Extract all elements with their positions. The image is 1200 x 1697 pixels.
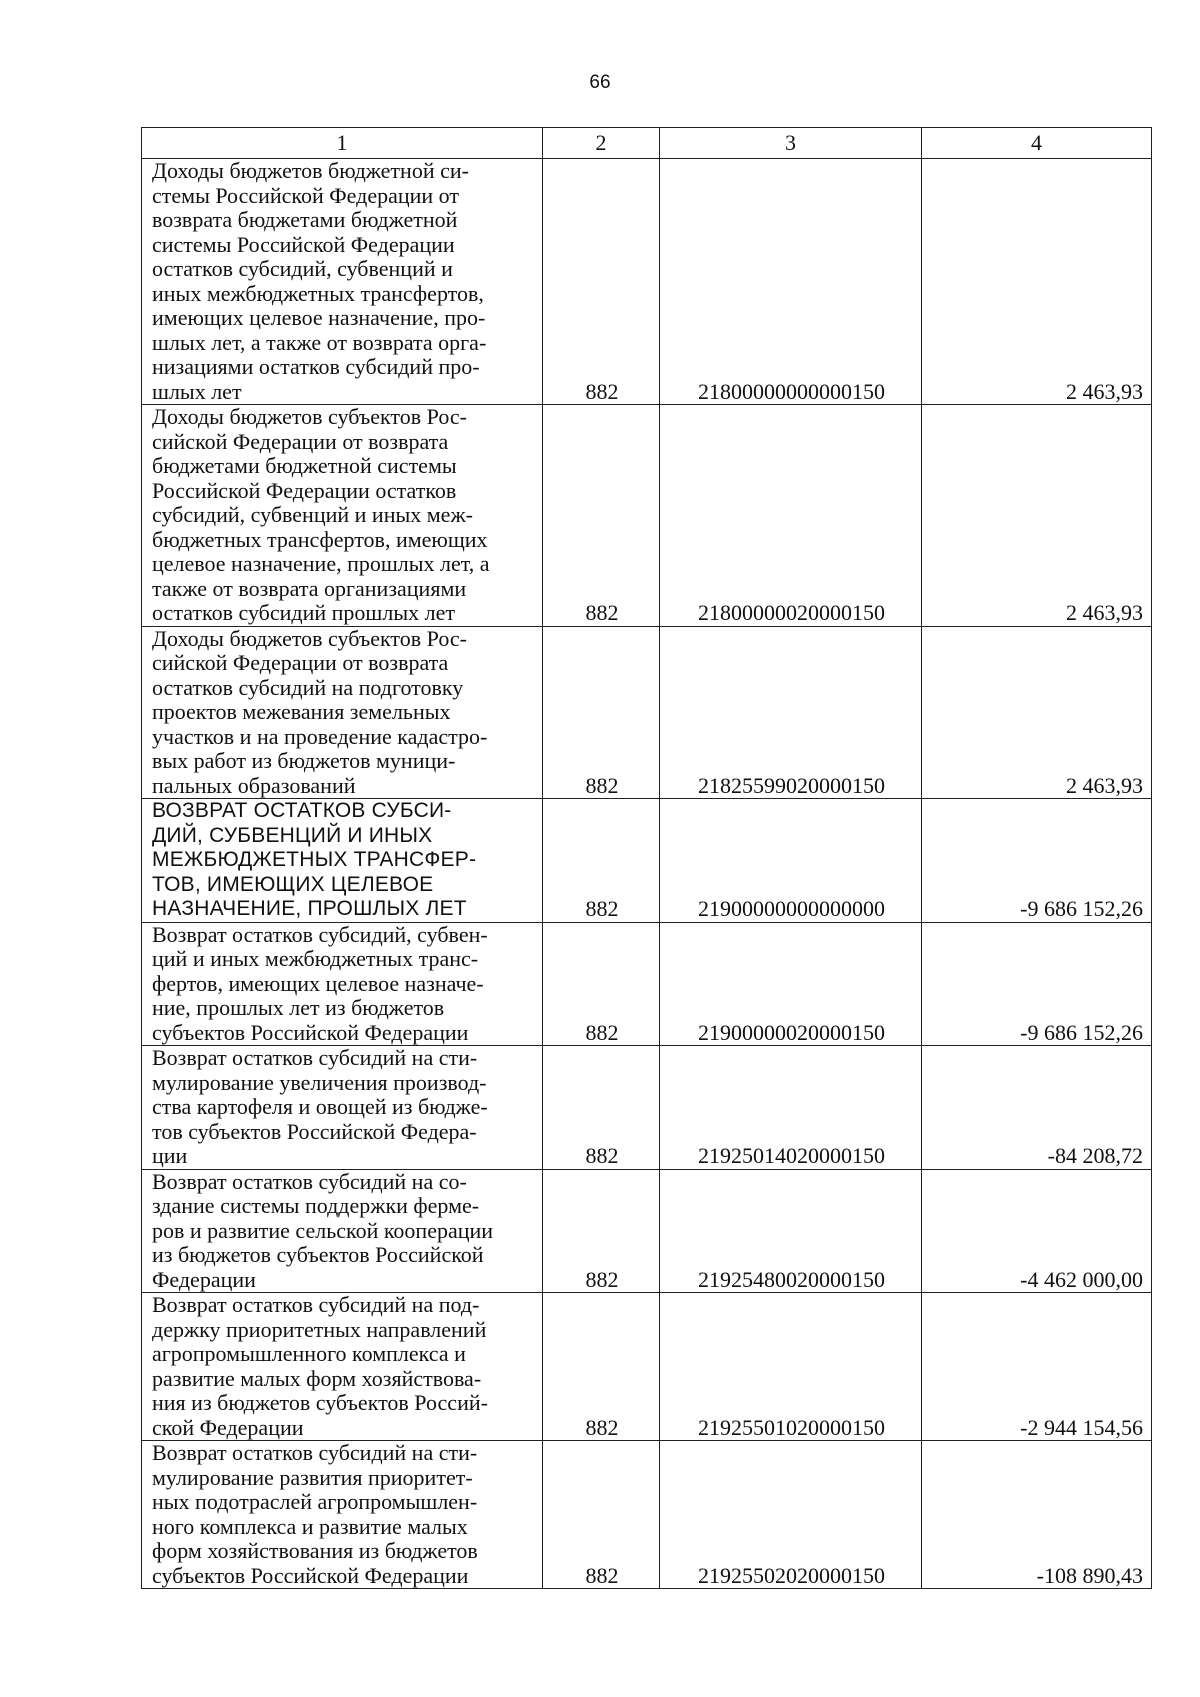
table-row — [142, 1046, 1152, 1170]
row-name-cell: Доходы бюджетов бюджетной си- стемы Российской Федерации от возврата бюджетами бюджетной системы Российской Федерации остатков субсидий, субвенций и иных межбюджетных трансфертов, имеющих целевое назначение, про- шлых лет, а также от возврата орга- низациями остатков субсидий про- шлых лет — [142, 159, 543, 405]
table-row — [142, 626, 1152, 799]
row-name-cell: Возврат остатков субсидий на под- держку приоритетных направлений агропромышленного комплекса и развитие малых форм хозяйствова- ния из бюджетов субъектов Россий- ской Федерации — [142, 1293, 543, 1441]
row-amount-cell: -4 462 000,00 — [922, 1169, 1152, 1293]
row-classification-code-cell: 21800000020000150 — [660, 405, 922, 627]
row-admin-code-cell: 882 — [543, 626, 660, 799]
row-amount-cell: 2 463,93 — [922, 626, 1152, 799]
row-amount-cell: 2 463,93 — [922, 405, 1152, 627]
table-row — [142, 922, 1152, 1046]
table-row — [142, 1169, 1152, 1293]
row-admin-code-cell: 882 — [543, 1169, 660, 1293]
row-amount-cell: -9 686 152,26 — [922, 922, 1152, 1046]
row-name-cell: Возврат остатков субсидий, субвен- ций и иных межбюджетных транс- фертов, имеющих целевое назначе- ние, прошлых лет из бюджетов субъектов Российской Федерации — [142, 922, 543, 1046]
row-admin-code-cell: 882 — [543, 1046, 660, 1170]
row-admin-code-cell: 882 — [543, 1293, 660, 1441]
row-amount-cell: -108 890,43 — [922, 1441, 1152, 1589]
row-amount-cell: -84 208,72 — [922, 1046, 1152, 1170]
table-header-row — [142, 128, 1152, 159]
row-admin-code-cell: 882 — [543, 159, 660, 405]
row-classification-code-cell: 21925014020000150 — [660, 1046, 922, 1170]
row-amount-cell: 2 463,93 — [922, 159, 1152, 405]
budget-table — [141, 127, 1152, 1589]
row-name-cell: Доходы бюджетов субъектов Рос- сийской Федерации от возврата бюджетами бюджетной системы Российской Федерации остатков субсидий, субвенций и иных меж- бюджетных трансфертов, имеющих целевое назначение, прошлых лет, а также от возврата организациями остатков субсидий прошлых лет — [142, 405, 543, 627]
table-row — [142, 1293, 1152, 1441]
row-admin-code-cell: 882 — [543, 405, 660, 627]
row-name-cell: Возврат остатков субсидий на со- здание системы поддержки ферме- ров и развитие сельской кооперации из бюджетов субъектов Российской Федерации — [142, 1169, 543, 1293]
column-header-4: 4 — [922, 128, 1152, 159]
row-admin-code-cell: 882 — [543, 799, 660, 923]
row-amount-cell: -2 944 154,56 — [922, 1293, 1152, 1441]
table-row — [142, 405, 1152, 627]
row-admin-code-cell: 882 — [543, 1441, 660, 1589]
row-classification-code-cell: 21925480020000150 — [660, 1169, 922, 1293]
row-classification-code-cell: 21925501020000150 — [660, 1293, 922, 1441]
row-classification-code-cell: 21825599020000150 — [660, 626, 922, 799]
row-admin-code-cell: 882 — [543, 922, 660, 1046]
row-classification-code-cell: 21925502020000150 — [660, 1441, 922, 1589]
table-row — [142, 159, 1152, 405]
row-classification-code-cell: 21900000020000150 — [660, 922, 922, 1046]
table-row — [142, 1441, 1152, 1589]
row-classification-code-cell: 21800000000000150 — [660, 159, 922, 405]
row-classification-code-cell: 21900000000000000 — [660, 799, 922, 923]
row-name-cell: Возврат остатков субсидий на сти- мулирование увеличения производ- ства картофеля и овощей из бюдже- тов субъектов Российской Федера- ции — [142, 1046, 543, 1170]
column-header-1: 1 — [142, 128, 543, 159]
row-name-cell: Возврат остатков субсидий на сти- мулирование развития приоритет- ных подотраслей агропромышлен- ного комплекса и развитие малых форм хозяйствования из бюджетов субъектов Российской Федерации — [142, 1441, 543, 1589]
row-amount-cell: -9 686 152,26 — [922, 799, 1152, 923]
page-number: 66 — [589, 72, 611, 93]
row-name-cell: Доходы бюджетов субъектов Рос- сийской Федерации от возврата остатков субсидий на подготовку проектов межевания земельных участков и на проведение кадастро- вых работ из бюджетов муници- пальных образований — [142, 626, 543, 799]
row-name-cell: ВОЗВРАТ ОСТАТКОВ СУБСИ- ДИЙ, СУБВЕНЦИЙ И ИНЫХ МЕЖБЮДЖЕТНЫХ ТРАНСФЕР- ТОВ, ИМЕЮЩИХ ЦЕЛЕВОЕ НАЗНАЧЕНИЕ, ПРОШЛЫХ ЛЕТ — [142, 799, 543, 923]
column-header-2: 2 — [543, 128, 660, 159]
column-header-3: 3 — [660, 128, 922, 159]
table-row — [142, 799, 1152, 923]
